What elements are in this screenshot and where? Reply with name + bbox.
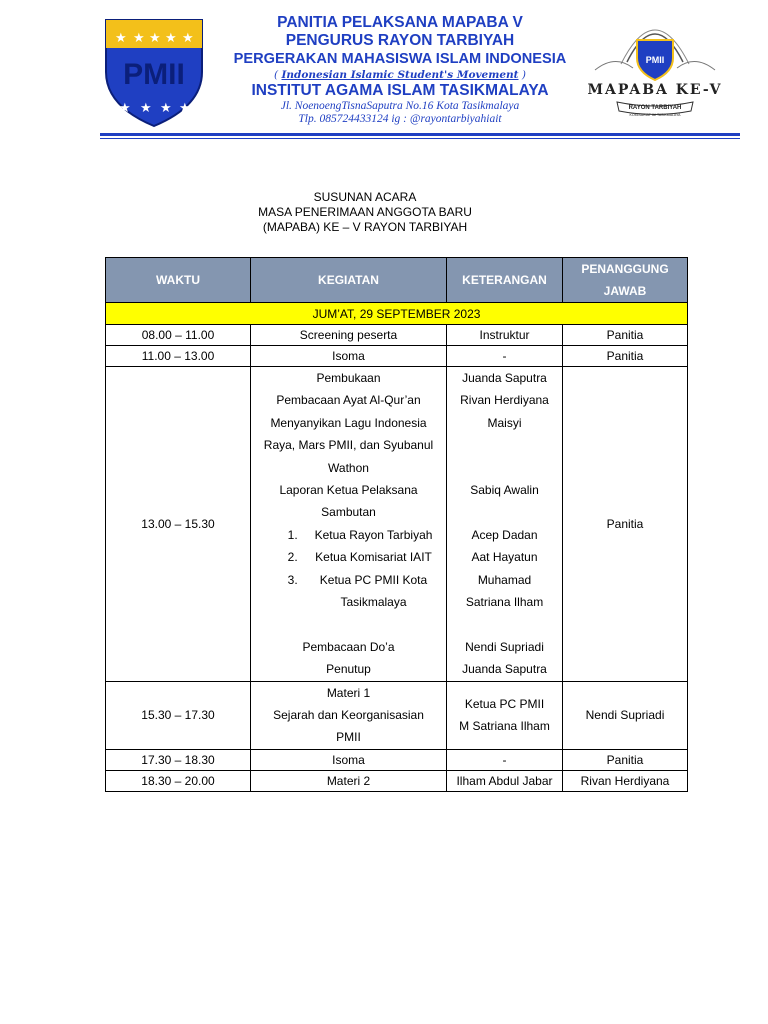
cell-kegiatan: Materi 2	[251, 770, 447, 791]
table-row	[106, 770, 688, 791]
cell-pj: Nendi Supriadi	[563, 681, 688, 749]
keterangan-item: Juanda Saputra	[462, 662, 547, 677]
keterangan-item: Nendi Supriadi	[465, 639, 544, 654]
table-header-row	[106, 258, 688, 303]
cell-waktu: 18.30 – 20.00	[106, 770, 251, 791]
keterangan-item: Juanda Saputra	[462, 371, 547, 385]
cell-keterangan: Ketua PC PMII M Satriana Ilham	[447, 681, 563, 749]
kegiatan-item: Menyanyikan Lagu Indonesia	[270, 415, 427, 430]
title-line-3: (MAPABA) KE – V RAYON TARBIYAH	[262, 220, 468, 234]
col-header-keterangan: KETERANGAN	[447, 258, 563, 303]
sambutan-item: 2. Ketua Komisariat IAIT	[301, 546, 442, 568]
svg-text:★: ★	[182, 31, 194, 46]
mapaba-ribbon-sub: KOMISARIAT IAI TASIKMALAYA	[629, 113, 681, 117]
rayon-name: PENGURUS RAYON TARBIYAH	[285, 32, 515, 49]
date-row	[106, 303, 688, 325]
cell-waktu: 17.30 – 18.30	[106, 749, 251, 770]
table-row-materi-1	[106, 681, 688, 749]
cell-pj: Panitia	[563, 346, 688, 367]
table-row-opening-session	[106, 367, 688, 682]
organization-name: PERGERAKAN MAHASISWA ISLAM INDONESIA	[233, 51, 567, 67]
title-line-1: SUSUNAN ACARA	[313, 190, 417, 204]
address: Jl. NoenoengTisnaSaputra No.16 Kota Tasikmalaya	[280, 100, 520, 112]
header-rule	[100, 133, 740, 136]
pmii-logo-text: PMII	[123, 58, 185, 91]
kegiatan-item: Pembacaan Ayat Al-Qur’an	[276, 393, 421, 408]
kegiatan-item: Sambutan	[321, 505, 376, 520]
svg-text:★: ★	[149, 31, 161, 46]
col-header-waktu: WAKTU	[106, 258, 251, 303]
svg-text:★: ★	[133, 31, 145, 46]
sambutan-item: 3. Ketua PC PMII Kota Tasikmalaya	[301, 569, 442, 614]
cell-waktu: 11.00 – 13.00	[106, 346, 251, 367]
svg-text:★: ★	[140, 101, 152, 116]
cell-pj: Panitia	[563, 325, 688, 346]
pmii-logo	[102, 14, 206, 128]
document-title	[200, 190, 530, 235]
institute-name: INSTITUT AGAMA ISLAM TASIKMALAYA	[251, 82, 549, 99]
cell-keterangan-list	[447, 367, 563, 682]
contact: Tlp. 085724433124 ig : @rayontarbiyahiait	[298, 113, 502, 125]
cell-keterangan: -	[447, 346, 563, 367]
svg-text:★: ★	[115, 31, 127, 46]
cell-kegiatan: Materi 1 Sejarah dan Keorganisasian PMII	[251, 681, 447, 749]
svg-text:★: ★	[119, 101, 131, 116]
cell-pj: Panitia	[563, 749, 688, 770]
keterangan-item: Satriana Ilham	[465, 595, 544, 610]
cell-waktu: 15.30 – 17.30	[106, 681, 251, 749]
committee-name: PANITIA PELAKSANA MAPABA V	[277, 14, 523, 31]
organization-english: ( Indonesian Islamic Student's Movement )	[274, 69, 526, 81]
kegiatan-item: Raya, Mars PMII, dan Syubanul	[263, 438, 434, 453]
kegiatan-item: Laporan Ketua Pelaksana	[279, 483, 418, 498]
col-header-penanggung-jawab: PENANGGUNG JAWAB	[563, 258, 688, 303]
sambutan-item: 1. Ketua Rayon Tarbiyah	[301, 524, 442, 546]
cell-kegiatan: Isoma	[251, 749, 447, 770]
keterangan-item: Acep Dadan	[471, 527, 538, 542]
keterangan-item: Muhamad	[477, 572, 532, 587]
mapaba-banner: MAPABA KE-V	[587, 82, 723, 98]
keterangan-item: Rivan Herdiyana	[460, 393, 549, 408]
cell-kegiatan-list	[251, 367, 447, 682]
kegiatan-item: Penutup	[326, 662, 371, 677]
mapaba-logo	[575, 10, 735, 120]
title-line-2: MASA PENERIMAAN ANGGOTA BARU	[258, 205, 472, 219]
keterangan-item: Aat Hayatun	[471, 550, 538, 565]
cell-keterangan: -	[447, 749, 563, 770]
mapaba-seal-text: PMII	[645, 55, 665, 65]
letterhead	[215, 14, 585, 126]
keterangan-item: Maisyi	[487, 415, 522, 430]
cell-pj: Panitia	[563, 367, 688, 682]
kegiatan-item: Wathon	[328, 460, 369, 475]
header-rule-thin	[100, 138, 740, 139]
sambutan-list	[255, 524, 442, 614]
svg-text:★: ★	[179, 101, 191, 116]
mapaba-ribbon: RAYON TARBIYAH	[628, 105, 682, 111]
kegiatan-item: Pembacaan Do’a	[302, 639, 395, 654]
cell-keterangan: Instruktur	[447, 325, 563, 346]
kegiatan-item: Pembukaan	[316, 371, 381, 385]
cell-kegiatan: Screening peserta	[251, 325, 447, 346]
cell-pj: Rivan Herdiyana	[563, 770, 688, 791]
col-header-kegiatan: KEGIATAN	[251, 258, 447, 303]
keterangan-item: Sabiq Awalin	[470, 483, 539, 497]
cell-keterangan: Ilham Abdul Jabar	[447, 770, 563, 791]
svg-text:★: ★	[165, 31, 177, 46]
schedule-table	[105, 257, 688, 792]
table-row	[106, 749, 688, 770]
svg-text:★: ★	[160, 101, 172, 116]
table-row	[106, 346, 688, 367]
cell-waktu: 08.00 – 11.00	[106, 325, 251, 346]
date-cell: JUM’AT, 29 SEPTEMBER 2023	[106, 303, 688, 325]
table-row	[106, 325, 688, 346]
cell-kegiatan: Isoma	[251, 346, 447, 367]
cell-waktu: 13.00 – 15.30	[106, 367, 251, 682]
